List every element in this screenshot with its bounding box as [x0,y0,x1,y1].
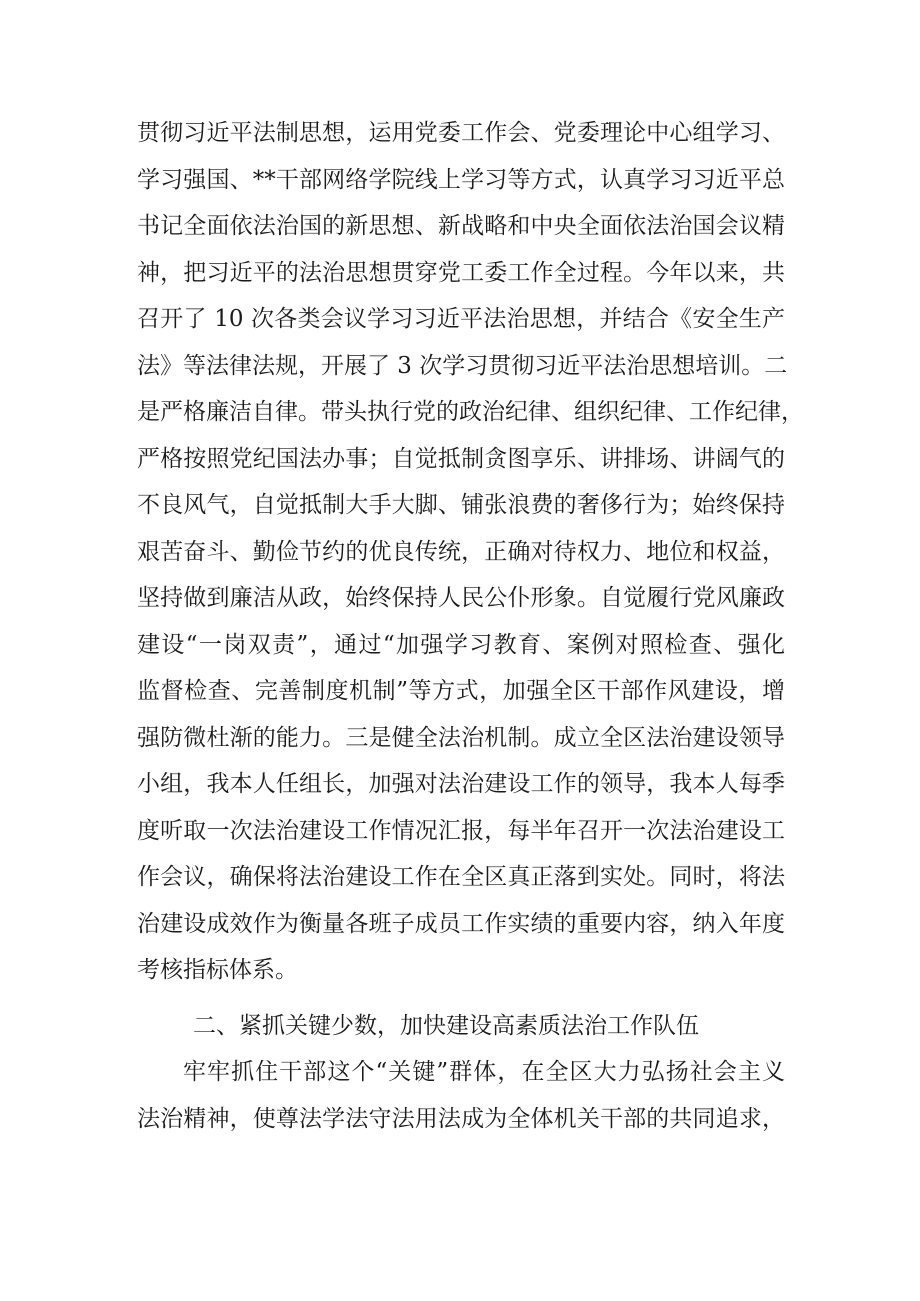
body-line: 强防微杜渐的能力。三是健全法治机制。成立全区法治建设领导 [137,724,785,751]
body-line: 法》等法律法规，开展了 3 次学习贯彻习近平法治思想培训。二 [137,352,788,379]
body-line: 作会议，确保将法治建设工作在全区真正落到实处。同时，将法 [137,864,785,890]
body-line: 法治精神，使尊法学法守法用法成为全体机关干部的共同追求， [137,1105,785,1132]
body-line: 严格按照党纪国法办事；自觉抵制贪图享乐、讲排场、讲阔气的 [137,445,785,472]
body-line: 小组，我本人任组长，加强对法治建设工作的领导，我本人每季 [137,771,785,797]
body-line: 贯彻习近平法制思想，运用党委工作会、党委理论中心组学习、 [137,120,785,146]
section-heading: 二、紧抓关键少数，加快建设高素质法治工作队伍 [193,1012,699,1039]
body-line: 监督检查、完善制度机制”等方式，加强全区干部作风建设，增 [137,678,785,704]
body-line: 不良风气，自觉抵制大手大脚、铺张浪费的奢侈行为；始终保持 [137,492,785,518]
body-line: 治建设成效作为衡量各班子成员工作实绩的重要内容，纳入年度 [137,910,785,937]
body-line: 神，把习近平的法治思想贯穿党工委工作全过程。今年以来，共 [137,259,785,286]
body-line: 度听取一次法治建设工作情况汇报，每半年召开一次法治建设工 [137,817,785,844]
body-line: 学习强国、**干部网络学院线上学习等方式，认真学习习近平总 [137,166,785,193]
body-line: 坚持做到廉洁从政，始终保持人民公仆形象。自觉履行党风廉政 [137,585,785,611]
body-line: 牢牢抓住干部这个“关键”群体，在全区大力弘扬社会主义 [183,1059,785,1085]
body-line: 是严格廉洁自律。带头执行党的政治纪律、组织纪律、工作纪律， [137,399,804,425]
body-line: 艰苦奋斗、勤俭节约的优良传统，正确对待权力、地位和权益， [137,538,785,565]
document-body [137,110,804,1142]
body-line: 考核指标体系。 [137,957,298,983]
body-line: 建设“一岗双责”，通过“加强学习教育、案例对照检查、强化 [137,631,785,658]
body-line: 书记全面依法治国的新思想、新战略和中央全面依法治国会议精 [137,213,785,239]
body-line: 召开了 10 次各类会议学习习近平法治思想，并结合《安全生产 [137,306,785,332]
